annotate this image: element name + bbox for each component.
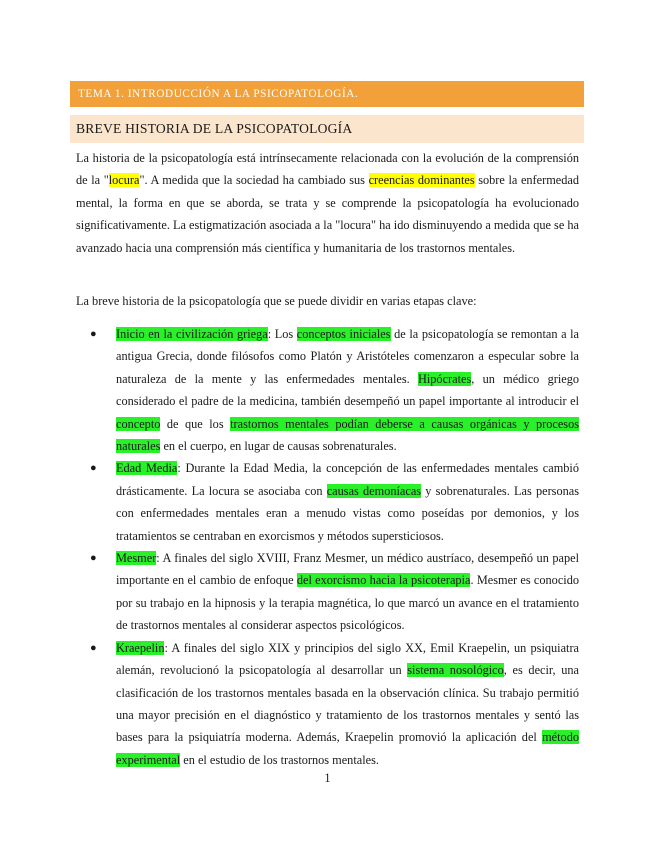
text-run: sobre la enfermedad mental, la forma en que se aborda, se trata y se comprende la psicopatología ha evolucionado significativamente. La estigmatización asociada a la "locura" ha ido disminuyendo a medida que se ha avanzado hacia una comprensión más científica y humanitaria de los trastornos mentales. — [76, 173, 579, 255]
section-header-bar — [70, 115, 584, 143]
highlight-green: concepto — [116, 416, 161, 431]
text-run: . Mesmer es conocido por su trabajo en la hipnosis y la terapia magnética, lo que marcó un avance en el tratamiento de trastornos mentales al considerar aspectos psicológicos. — [116, 573, 580, 633]
highlight-green: método experimental — [116, 730, 579, 767]
highlight-yellow: creencias dominantes — [368, 173, 475, 188]
list-item — [76, 457, 579, 547]
text-run: de la psicopatología se remontan a la antigua Grecia, donde filósofos como Platón y Aristóteles comenzaron a especular sobre la naturaleza de la mente y las enfermedades mentales. — [116, 327, 580, 386]
text-run: en el cuerpo, en lugar de causas sobrenaturales. — [160, 439, 397, 454]
intro-paragraph — [76, 147, 579, 259]
list-item — [76, 323, 579, 457]
text-run: , es decir, una clasificación de los trastornos mentales basada en la observación clínica. Su trabajo permitió una mayor precisión en el diagnóstico y tratamiento de los trastornos mentales y sentó las bases para la psiquiatría moderna. Además, Kraepelin promovió la aplicación del — [116, 663, 579, 745]
text-run: en el estudio de los trastornos mentales. — [180, 752, 379, 767]
text-run: : Durante la Edad Media, la concepción de las enfermedades mentales cambió drásticamente. La locura se asociaba con — [116, 461, 579, 498]
chapter-header-bar — [70, 81, 584, 107]
highlight-green: Mesmer — [116, 551, 157, 566]
text-run: de que los — [160, 416, 231, 431]
stages-intro-paragraph: La breve historia de la psicopatología que se puede dividir en varias etapas clave: — [76, 294, 477, 308]
highlight-yellow: locura — [108, 173, 140, 188]
text-run: : A finales del siglo XVIII, Franz Mesmer, un médico austríaco, desempeñó un papel importante en el cambio de enfoque — [116, 551, 579, 588]
highlight-green: trastornos mentales podían deberse a causas orgánicas y procesos naturales — [116, 416, 579, 454]
highlight-green: Hipócrates — [417, 371, 472, 386]
bullet-icon: ● — [90, 328, 97, 340]
list-item — [76, 637, 579, 771]
highlight-green: Edad Media — [116, 461, 178, 476]
highlight-green: Kraepelin — [116, 640, 165, 655]
stages-list — [76, 323, 579, 771]
bullet-icon: ● — [90, 552, 97, 565]
text-run: : Los — [267, 327, 297, 341]
page-number: 1 — [324, 771, 331, 785]
bullet-icon: ● — [90, 641, 97, 654]
highlight-green: conceptos iniciales — [296, 327, 391, 341]
highlight-green: Inicio en la civilización griega — [116, 327, 268, 341]
text-run: , un médico griego considerado el padre de la medicina, también desempeñó un papel importante al introducir el — [116, 371, 580, 409]
text-run: La historia de la psicopatología está intrínsecamente relacionada con la evolución de la comprensión de la " — [76, 151, 579, 188]
list-item — [76, 547, 579, 637]
highlight-green: del exorcismo hacia la psicoterapia — [296, 573, 471, 588]
text-run: ". A medida que la sociedad ha cambiado sus — [139, 173, 369, 188]
bullet-icon: ● — [90, 462, 97, 475]
highlight-green: sistema nosológico — [407, 663, 504, 678]
highlight-green: causas demoníacas — [326, 483, 422, 498]
chapter-title: TEMA 1. INTRODUCCIÓN A LA PSICOPATOLOGÍA. — [78, 88, 359, 100]
text-run: y sobrenaturales. Las personas con enfermedades mentales eran a menudo vistas como poseídas por demonios, y los tratamientos se centraban en exorcismos y métodos supersticiosos. — [116, 483, 579, 543]
section-title: BREVE HISTORIA DE LA PSICOPATOLOGÍA — [76, 121, 353, 136]
text-run: : A finales del siglo XIX y principios del siglo XX, Emil Kraepelin, un psiquiatra alemán, revolucionó la psicopatología al desarrollar un — [116, 640, 579, 678]
